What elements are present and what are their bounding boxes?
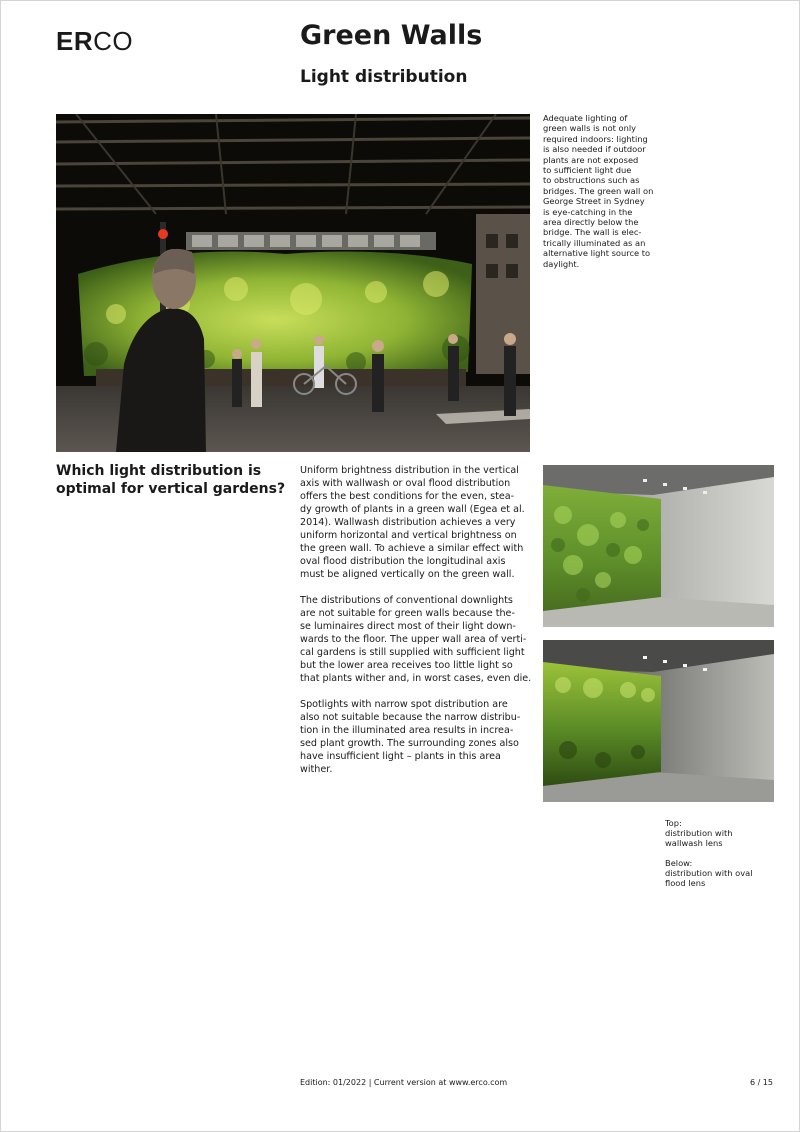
footer-edition: Edition: 01/2022 | Current version at www.erco.com <box>300 1078 508 1087</box>
body-line: sed plant growth. The surrounding zones also <box>300 738 519 749</box>
caption-line: is also needed if outdoor <box>543 144 646 155</box>
body-line: the green wall. To achieve a similar effect with <box>300 543 524 554</box>
paragraph-downlights <box>300 594 532 685</box>
body-line: must be aligned vertically on the green wall. <box>300 569 515 580</box>
logo-strong: ER <box>56 26 94 56</box>
caption-top-line: distribution with <box>665 828 733 838</box>
caption-below <box>665 858 775 888</box>
hero-caption <box>543 113 661 269</box>
hero-photo-green-wall-sydney <box>56 114 530 452</box>
caption-line: required indoors: lighting <box>543 133 648 144</box>
body-line: tion in the illuminated area results in increa- <box>300 725 514 736</box>
body-line: are not suitable for green walls because the- <box>300 608 515 619</box>
caption-line: alternative light source to <box>543 248 651 259</box>
caption-line: to sufficient light due <box>543 165 632 176</box>
render-oval-flood-lens <box>543 640 774 802</box>
paragraph-uniform-brightness <box>300 464 532 581</box>
body-line: cal gardens is still supplied with sufficient light <box>300 647 525 658</box>
caption-line: area directly below the <box>543 217 639 228</box>
body-line: Spotlights with narrow spot distribution are <box>300 699 508 710</box>
page-number: 6 / 15 <box>749 1078 773 1087</box>
caption-below-label: Below: <box>665 858 693 868</box>
caption-line: plants are not exposed <box>543 154 639 165</box>
body-line: 2014). Wallwash distribution achieves a very <box>300 517 516 528</box>
body-line: but the lower area receives too little light so <box>300 660 513 671</box>
caption-below-line: distribution with oval <box>665 868 753 878</box>
body-line: have insufficient light – plants in this area <box>300 751 501 762</box>
render-wallwash-lens <box>543 465 774 627</box>
body-line: wither. <box>300 764 333 775</box>
body-line: also not suitable because the narrow distribu- <box>300 712 521 723</box>
caption-line: daylight. <box>543 258 580 269</box>
caption-line: bridge. The wall is elec- <box>543 227 642 238</box>
body-line: oval flood distribution the longitudinal axis <box>300 556 506 567</box>
image-caption <box>665 818 775 898</box>
caption-below-line: flood lens <box>665 878 706 888</box>
section-question <box>56 462 286 498</box>
body-line: se luminaires direct most of their light down- <box>300 621 516 632</box>
caption-line: trically illuminated as an <box>543 237 646 248</box>
body-line: The distributions of conventional downlights <box>300 595 513 606</box>
caption-line: Adequate lighting of <box>543 113 628 123</box>
caption-line: green walls is not only <box>543 123 637 134</box>
body-line: axis with wallwash or oval flood distribution <box>300 478 511 489</box>
body-line: uniform horizontal and vertical brightness on <box>300 530 517 541</box>
page-title: Green Walls <box>300 20 483 51</box>
caption-line: is eye-catching in the <box>543 206 633 217</box>
caption-top-line: wallwash lens <box>665 838 723 848</box>
question-line: optimal for vertical gardens? <box>56 481 286 497</box>
caption-line: to obstructions such as <box>543 175 640 186</box>
body-line: Uniform brightness distribution in the vertical <box>300 465 519 476</box>
caption-top <box>665 818 775 848</box>
caption-line: bridges. The green wall on <box>543 185 654 196</box>
body-line: that plants wither and, in worst cases, even die. <box>300 673 532 684</box>
body-line: wards to the floor. The upper wall area of verti- <box>300 634 527 645</box>
logo-light: CO <box>93 26 134 56</box>
body-line: offers the best conditions for the even, stea- <box>300 491 515 502</box>
body-line: dy growth of plants in a green wall (Egea et al. <box>300 504 525 515</box>
body-text <box>300 464 532 789</box>
page-subtitle: Light distribution <box>300 67 468 87</box>
question-line: Which light distribution is <box>56 463 262 479</box>
erco-logo <box>56 26 133 57</box>
caption-top-label: Top: <box>665 818 682 828</box>
paragraph-spotlights <box>300 698 532 776</box>
caption-line: George Street in Sydney <box>543 196 645 207</box>
